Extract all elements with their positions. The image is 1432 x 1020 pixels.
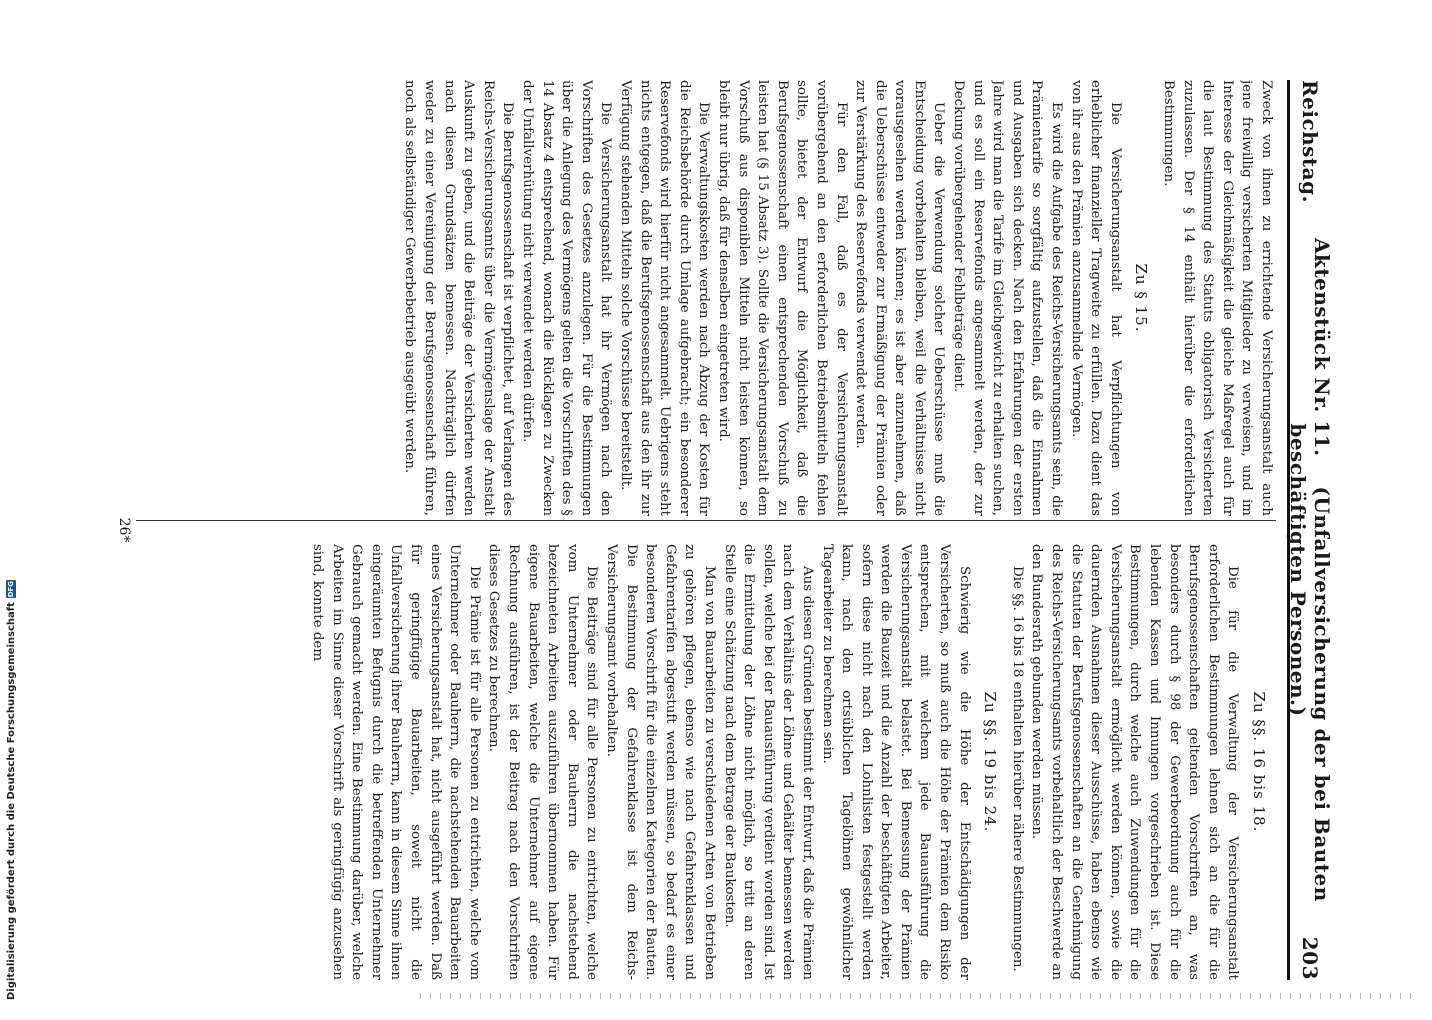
digitization-credit [4,480,18,1000]
paragraph: Die Prämie ist für alle Personen zu entrichten, welche vom Unternehmer oder Bauherrn, die nachstehenden Bauarbeiten eines Versicherungsanstalt hat, nicht ausgeführt werden. Daß für geringfügige Bauarbeiten, soweit nicht die Unfallversicherung ihrer Bauherrn, kann in diesem Sinne ihnen eingeräumten Befugnis durch die betreffenden Unternehmer Gebrauch gemacht werden. Eine Bestimmung darüber, welche Arbeiten im Sinne dieser Vorschrift als geringfügig anzusehen sind, konnte dem [310,544,482,980]
header-middle [1286,203,1334,937]
paragraph: Die Beiträge sind für alle Personen zu entrichten, welche vom Unternehmer oder Bauherrn die nachstehend bezeichneten Arbeiten auszuführen übernommen haben. Für eigene Bauarbeiten, welche die Unternehmer auf eigene Rechnung ausführen, ist der Beitrag nach den Vorschriften dieses Gesetzes zu berechnen. [486,544,600,980]
paragraph: Für den Fall, daß es der Versicherungsanstalt vorübergehend an den erforderlichen Betriebsmitteln fehlen sollte, bietet der Entwurf die Möglichkeit, daß die Berufsgenossenschaft einen entsprechenden Vorschuß zu leisten hat (§ 15 Absatz 3). Sollte die Versicherungsanstalt dem Vorschuß aus disponiblen Mitteln nicht leisten können, so bleibt nur übrig, daß für denselben eingetreten wird. [715,80,849,516]
paragraph: Die Berufsgenossenschaft ist verpflichtet, auf Verlangen des Reichs-Versicherungsamts über die Vermögenslage der Anstalt Auskunft zu geben, und die Beiträge der Versicherten werden nach diesen Grundsätzen bemessen. Nachträglich dürfen weder zu einer Vereinigung der Berufsgenossenschaft führen, noch als selbständiger Gewerbebetrieb ausgeübt werden. [402,80,516,516]
signature-mark: 26* [116,517,132,543]
column-first [136,80,1276,516]
scan-edge-ruler [420,993,1420,999]
paragraph: Schwierig wie die Höhe der Entschädigungen der Versicherten, so muß auch die Höhe der Prämien dem Risiko entsprechen, mit welchem jede Bauausführung die Versicherungsanstalt belastet. Bei Bemessung der Prämien werden die Bauzeit und die Anzahl der beschäftigten Arbeiter, sofern diese nicht nach den Lohnlisten festgestellt werden kann, nach den ortsüblichen Tagelöhnen gewöhnlicher Tagearbeiter zu berechnen sein. [819,544,972,980]
header-document-number: Aktenstück Nr. 11. [1310,238,1334,457]
paragraph: Zweck von ihnen zu errichtende Versicherungsanstalt auch jene freiwillig versicherten Mitglieder zu verweisen, und im Interesse der Gleichmäßigkeit die gleiche Maßregel auch für die laut Bestimmung des Statuts obligatorisch Versicherten zuzulassen. Der § 14 enthält hierüber die erforderlichen Bestimmungen. [1161,80,1274,516]
header-rule [1287,80,1290,980]
paragraph: Die Versicherungsanstalt hat Verpflichtungen von erheblicher finanzieller Tragweite zu erfüllen. Dazu dient das von ihr aus den Prämien anzusammelnde Vermögen. [1068,80,1123,516]
paragraph: Die §§. 16 bis 18 enthalten hierüber nähere Bestimmungen. [1009,566,1025,972]
paragraph: Es wird die Aufgabe des Reichs-Versicherungsamts sein, die Prämientarife so sorgfältig aufzustellen, daß die Einnahmen und Ausgaben sich decken. Nach den Erfahrungen der ersten Jahre wird man die Tarife im Gleichgewicht zu erhalten suchen, und es soll ein Reservefonds angesammelt werden, der zur Deckung vorübergehender Fehlbeträge dient. [951,80,1065,516]
page-number: 203 [1298,936,1322,980]
section-heading: Zu § 15. [1132,263,1151,333]
credit-text: Digitalisierung gefördert durch die Deutsche Forschungsgemeinschaft [5,602,17,1000]
section-heading: Zu §§. 19 bis 24. [981,691,1000,833]
header-subject: (Unfallversicherung der bei Bauten beschäftigten Personen.) [1286,423,1334,902]
rotated-document-page [112,40,1332,1020]
column-second [136,544,1276,980]
paragraph: Man von Bauarbeiten zu verschiedenen Arten von Betrieben zu gehören pflegen, ebenso wie nach Gefahrenklassen und Gefahrentarifen abgestuft werden müssen, so bedarf es einer besonderen Vorschrift für die einzelnen Kategorien der Bauten. Die Bestimmung der Gefahrenklasse ist dem Reichs-Versicherungsamt vorbehalten. [604,544,717,980]
dfg-logo-icon: DFG [7,580,15,598]
paragraph: Aus diesen Gründen bestimmt der Entwurf, daß die Prämien nach dem Verhältnis der Löhne und Gehälter bemessen werden sollen, welche bei der Bauausführung verdient worden sind. Ist die Ermittelung der Löhne nicht möglich, so tritt an deren Stelle eine Schätzung nach dem Betrage der Baukosten. [721,544,815,980]
header-left: Reichstag. [1298,80,1322,204]
paragraph: Die Versicherungsanstalt hat ihr Vermögen nach den Vorschriften des Gesetzes anzulegen. Für die Bestimmungen über die Anlegung des Vermögens gelten die Vorschriften des § 14 Absatz 4 entsprechend, wonach die Rücklagen zu Zwecken der Unfallverhütung nicht verwendet werden dürfen. [520,80,614,516]
paragraph: Die Verwaltungskosten werden nach Abzug der Kosten für die Reichsbehörde durch Umlage aufgebracht; ein besonderer Reservefonds wird hierfür nicht angesammelt. Uebrigens steht nichts entgegen, daß die Berufsgenossenschaft aus den ihr zur Verfügung stehenden Mitteln solche Vorschüsse bereitstellt. [618,80,712,516]
running-head [1286,80,1334,980]
paragraph: Die für die Verwaltung der Versicherungsanstalt erforderlichen Bestimmungen lehnen sich an die für die Berufsgenossenschaften geltenden Vorschriften an, was besonders durch § 98 der Gewerbeordnung auch für die lebenden Kassen und Innungen vorgeschrieben ist. Diese Bestimmungen, durch welche auch Zuwendungen für die Versicherungsanstalt ermöglicht werden können, sowie die dauernden Ausnahmen dieser Ausschüsse, haben ebenso wie die Statuten der Berufsgenossenschaften an die Genehmigung des Reichs-Versicherungsamts vorbehaltlich der Beschwerde an den Bundesrath gebunden werden müssen. [1029,544,1241,980]
section-heading: Zu §§. 16 bis 18. [1250,691,1268,833]
column-divider [136,520,1276,521]
paragraph: Ueber die Verwendung solcher Ueberschüsse muß die Entscheidung vorbehalten bleiben, weil die Verhältnisse nicht vorausgesehen werden können; es ist aber anzunehmen, daß die Ueberschüsse entweder zur Ermäßigung der Prämien oder zur Verstärkung des Reservefonds verwendet werden. [853,80,947,516]
